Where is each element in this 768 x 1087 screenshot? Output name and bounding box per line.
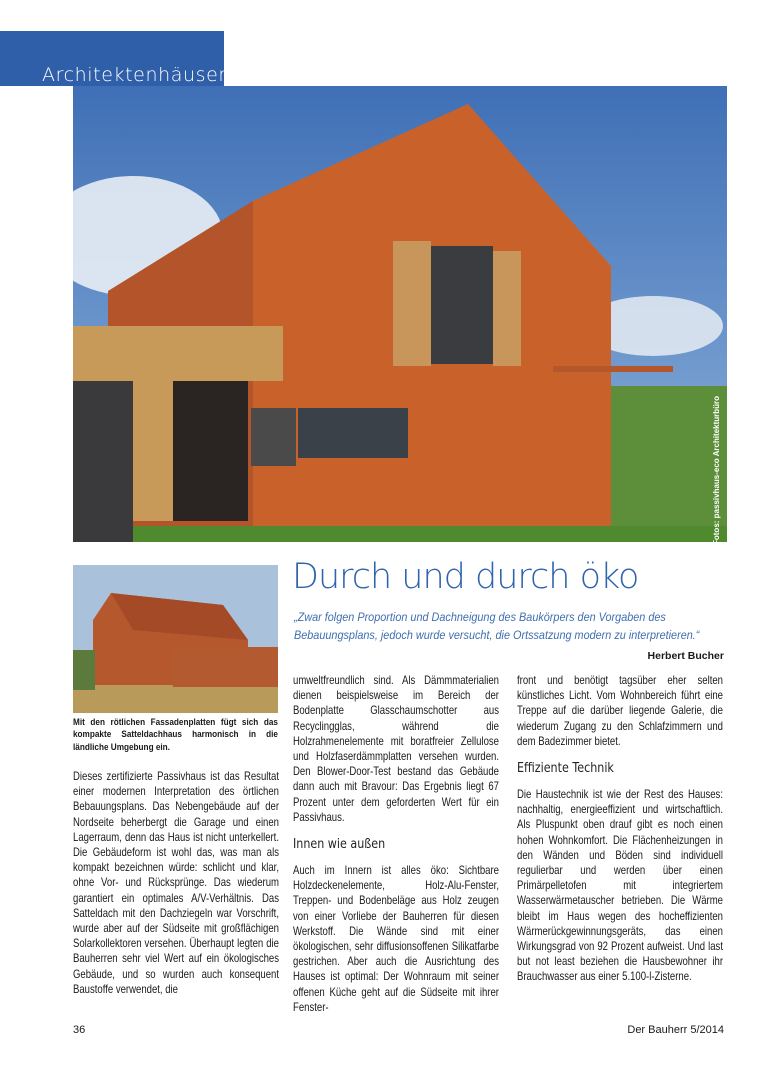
subheading: Effiziente Technik (517, 760, 614, 777)
photo-credit: Fotos: passivhaus-eco Architekturbüro (712, 395, 721, 545)
paragraph: Dieses zertifizierte Passivhaus ist das Resultat einer modernen Interpretation des örtlichen Bebauungsplans. Das Nebengebäude auf der Nordseite beherbergt die Garage und einen Lagerraum, denn das Haus ist nicht unterkellert. Die Gebäudeform ist wohl das, was man als kompakt bezeichnen würde: schlicht und klar, ohne Vor- und Rücksprünge. Das wiederum garantiert ein optimales A/V-Verhältnis. Das Satteldach mit den Dachziegeln war Vorschrift, wurde aber auf der Südseite mit großflächigen Solarkollektoren versehen. Überhaupt legten die Bauherren sehr viel Wert auf ein ökologisches Gebäude, und so wurden auch konsequent Baustoffe verwendet, die (73, 770, 279, 996)
house-side-photo (73, 565, 278, 713)
text-column-3 (517, 673, 723, 985)
section-label: Architektenhäuser (42, 64, 227, 86)
paragraph: Die Haustechnik ist wie der Rest des Hauses: nachhaltig, energieeffizient und wirtschaftlich. Als Pluspunkt oben drauf gibt es noch einen hohen Wohnkomfort. Die Flächenheizungen in den Wänden und Böden sind individuell regulierbar und werden über einen Primärpelletofen mit integriertem Wasserwärmetauscher betrieben. Die Wärme bleibt im Haus wegen des hocheffizienten Wärmerückgewinnungsgeräts, das einen Wirkungsgrad von 92 Prozent aufweist. Und last but not least beziehen die Hausbewohner ihr Brauchwasser aus einer 5.100-l-Zisterne. (517, 788, 723, 984)
article-title: Durch und durch öko (292, 557, 639, 597)
main-house-photo (73, 86, 727, 542)
subheading: Innen wie außen (293, 836, 386, 853)
paragraph: Auch im Innern ist alles öko: Sichtbare Holzdeckenelemente, Holz-Alu-Fenster, Treppen- und Bodenbeläge aus Holz zeugen von einer Vorliebe der Bauherren für diesen Werkstoff. Die Wände sind mit einer ökologischen, sehr diffusionsoffenen Silikatfarbe gestrichen. Aber auch die Ausrichtung des Hauses ist optimal: Der Wohnraum mit seiner offenen Küche geht auf die Südseite mit ihrer Fenster- (293, 864, 499, 1014)
paragraph: front und benötigt tagsüber eher selten künstliches Licht. Vom Wohnbereich führt eine Treppe auf die darüber liegende Galerie, die wiederum Zugang zu den Schlafzimmern und dem Badezimmer bietet. (517, 674, 723, 748)
quote-author: Herbert Bucher (647, 650, 724, 662)
page-number: 36 (73, 1024, 86, 1036)
text-column-2 (293, 673, 499, 1015)
photo-caption: Mit den rötlichen Fassadenplatten fügt sich das kompakte Satteldachhaus harmonisch in die ländliche Umgebung ein. (73, 717, 278, 753)
pull-quote: „Zwar folgen Proportion und Dachneigung des Baukörpers den Vorgaben des Bebauungsplans, jedoch wurde versucht, die Ortssatzung modern zu interpretieren.“ (294, 610, 700, 642)
text-column-1 (73, 769, 279, 997)
paragraph: umweltfreundlich sind. Als Dämmmaterialien dienen beispielsweise im Bereich der Bodenplatte Glasschaumschotter aus Recyclingglas, während die Holzrahmenelemente mit boratfreier Zellulose und Holzfaserdämmplatten versehen wurden. Den Blower-Door-Test bestand das Gebäude dann auch mit Bravour: Das Ergebnis liegt 67 Prozent unter dem geforderten Wert für ein Passivhaus. (293, 674, 499, 824)
magazine-issue: Der Bauherr 5/2014 (627, 1024, 724, 1036)
